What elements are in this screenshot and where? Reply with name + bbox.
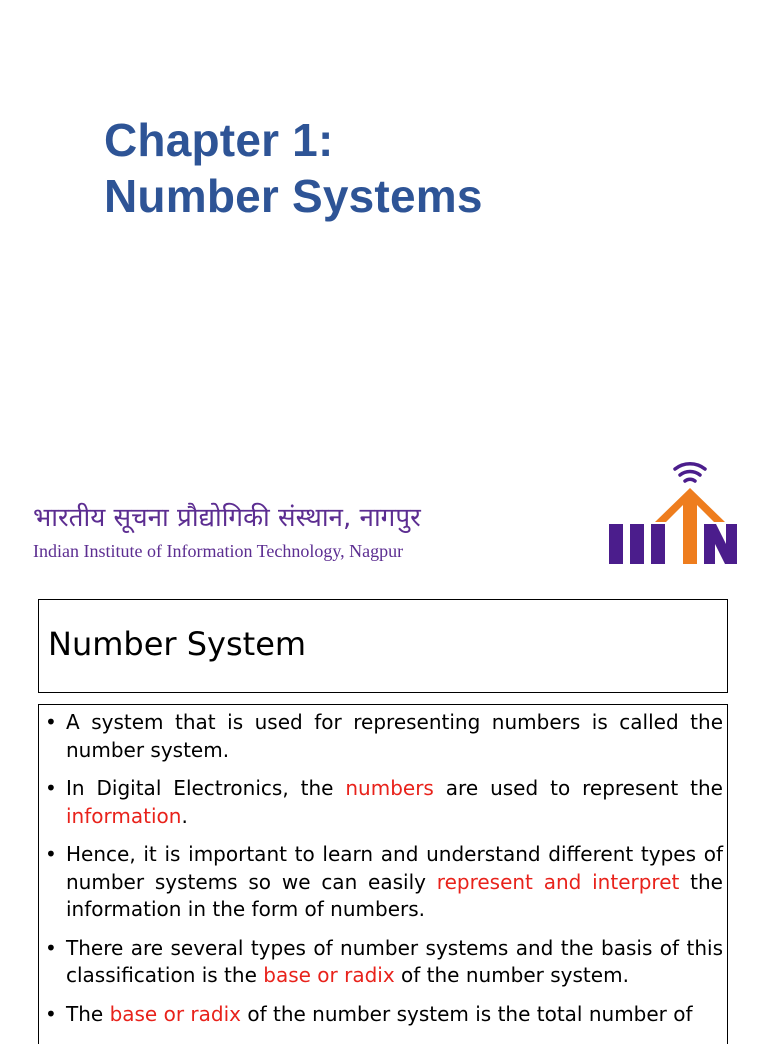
bullet-text: There are several types of number systems and the basis of this classification is the [66,935,723,987]
highlighted-term: base or radix [109,1001,241,1026]
highlighted-term: represent and interpret [436,869,680,894]
slide-body-box [38,704,728,1044]
iiitn-logo-icon [606,458,740,568]
bullet-item [43,935,723,990]
bullet-text: of the number system is the total number of [240,1001,693,1026]
bullet-icon: • [45,710,57,734]
slide-title-box [38,599,728,693]
bullet-text: The [66,1001,110,1026]
bullet-text: of the number system. [394,963,629,987]
institute-name-hindi: भारतीय सूचना प्रौद्योगिकी संस्थान, नागपुर [33,503,421,533]
bullet-text: In Digital Electronics, the [66,776,346,800]
bullet-text: . [181,803,188,828]
highlighted-term: numbers [345,776,434,800]
highlighted-term: base or radix [263,963,395,987]
bullet-item [43,841,723,924]
content-slide [0,585,768,1024]
bullet-text: Hence, it is important to learn and understand different types of number systems so we can easily [66,842,723,894]
bullet-icon: • [45,776,57,800]
bullet-text: the information in the form of numbers. [66,869,723,921]
bullet-icon: • [45,1001,57,1026]
bullet-item [43,775,723,830]
chapter-title [104,112,483,224]
bullet-icon: • [45,935,57,960]
bullet-list [43,709,723,1039]
chapter-title-line-1: Chapter 1: [104,114,334,166]
slide-title: Number System [48,625,307,663]
bullet-text: are used to represent the [433,776,723,800]
chapter-title-line-2: Number Systems [104,170,483,222]
bullet-text: A system that is used for representing numbers is called the number system. [66,710,723,762]
bullet-item [43,709,723,764]
institute-name-english: Indian Institute of Information Technology, Nagpur [33,541,404,561]
highlighted-term: information [66,803,182,828]
bullet-icon: • [45,842,57,866]
